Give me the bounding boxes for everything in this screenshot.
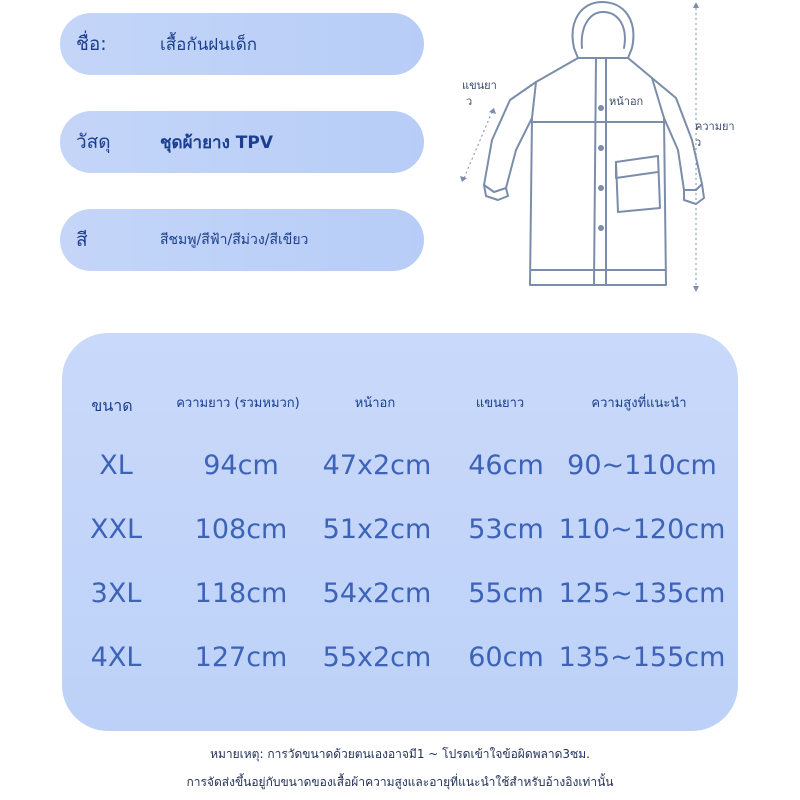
size-cell: 4XL xyxy=(90,642,142,673)
length-cell: 127cm xyxy=(194,642,288,673)
size-cell: XL xyxy=(99,450,133,481)
chest-cell: 55x2cm xyxy=(322,642,432,673)
height-cell: 110~120cm xyxy=(558,514,726,545)
color-key: สี xyxy=(76,229,88,251)
table-row xyxy=(0,450,800,490)
sleeve-length-label: แขนยา ว xyxy=(462,79,497,108)
height-cell: 90~110cm xyxy=(567,450,717,481)
material-value: ชุดผ้ายาง TPV xyxy=(160,132,274,153)
sleeve-cell: 55cm xyxy=(468,578,544,609)
material-key: วัสดุ xyxy=(76,131,111,153)
header-length: ความยาว (รวมหมวก) xyxy=(176,396,300,411)
name-value: เสื้อกันฝนเด็ก xyxy=(160,34,258,55)
header-sleeve: แขนยาว xyxy=(475,396,525,411)
note-line-1: หมายเหตุ: การวัดขนาดด้วยตนเองอาจมี1 ~ โปรดเข้าใจข้อผิดพลาด3ซม. xyxy=(210,747,590,761)
height-cell: 135~155cm xyxy=(558,642,726,673)
chest-cell: 54x2cm xyxy=(322,578,432,609)
raincoat-diagram xyxy=(440,0,760,300)
chest-cell: 47x2cm xyxy=(322,450,432,481)
sleeve-cell: 60cm xyxy=(468,642,544,673)
color-value: สีชมพู/สีฟ้า/สีม่วง/สีเขียว xyxy=(160,232,309,248)
header-height: ความสูงที่แนะนำ xyxy=(591,396,687,411)
length-cell: 94cm xyxy=(203,450,279,481)
header-size: ขนาด xyxy=(91,396,133,415)
name-key: ชื่อ: xyxy=(76,33,107,55)
note-line-2: การจัดส่งขึ้นอยู่กับขนาดของเสื้อผ้าความสูงและอายุที่แนะนำใช้สำหรับอ้างอิงเท่านั้น xyxy=(186,775,614,789)
chest-label: หน้าอก xyxy=(609,95,644,108)
length-label: ความยา ว xyxy=(695,120,735,149)
sleeve-cell: 46cm xyxy=(468,450,544,481)
table-row xyxy=(0,578,800,618)
table-row xyxy=(0,514,800,554)
length-cell: 108cm xyxy=(194,514,288,545)
height-cell: 125~135cm xyxy=(558,578,726,609)
info-material-pill xyxy=(60,111,424,173)
header-chest: หน้าอก xyxy=(354,396,396,411)
info-name-pill xyxy=(60,13,424,75)
size-cell: XXL xyxy=(89,514,143,545)
info-color-pill xyxy=(60,209,424,271)
length-cell: 118cm xyxy=(194,578,288,609)
sleeve-cell: 53cm xyxy=(468,514,544,545)
chest-cell: 51x2cm xyxy=(322,514,432,545)
table-row xyxy=(0,642,800,682)
size-cell: 3XL xyxy=(90,578,142,609)
